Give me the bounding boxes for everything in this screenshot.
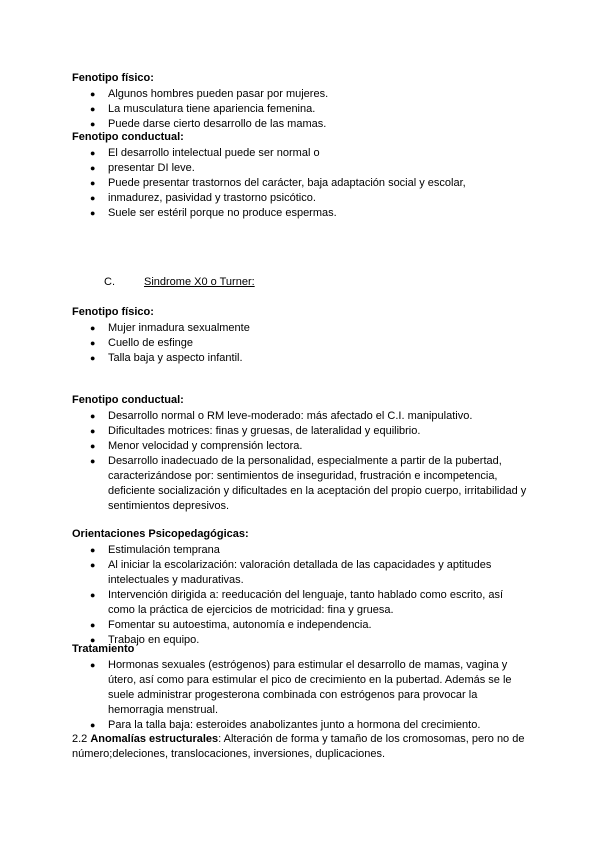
list-item: ● Puede darse cierto desarrollo de las mamas. (90, 118, 327, 130)
bullet-icon: ● (90, 560, 96, 570)
turner-fenotipo-fisico-list (0, 321, 600, 366)
bullet-icon: ● (90, 208, 96, 218)
list-item: ● El desarrollo intelectual puede ser normal o (90, 147, 320, 159)
bullet-icon: ● (90, 635, 96, 645)
list-item: ● Trabajo en equipo. (90, 634, 200, 646)
section-2-2 (72, 732, 532, 762)
fenotipo-fisico-list (0, 87, 600, 132)
list-item: ● Puede presentar trastornos del carácter, baja adaptación social y escolar, (90, 177, 466, 189)
list-item: ● Hormonas sexuales (estrógenos) para estimular el desarrollo de mamas, vagina y útero, así como para estimular el pico de crecimiento en la pubertad. Además se le suele administrar progesterona combinada con estrógenos para provocar la hemorragia menstrual. (90, 659, 512, 716)
fenotipo-fisico-heading: Fenotipo físico: (72, 72, 154, 84)
list-item: ● Mujer inmadura sexualmente (90, 322, 250, 334)
bullet-icon: ● (90, 119, 96, 129)
orientaciones-list (0, 543, 600, 648)
list-item: ● Fomentar su autoestima, autonomía e independencia. (90, 619, 372, 631)
list-item: ● Para la talla baja: esteroides anabolizantes junto a hormona del crecimiento. (90, 719, 481, 731)
orientaciones-heading: Orientaciones Psicopedagógicas: (72, 528, 249, 540)
bullet-icon: ● (90, 426, 96, 436)
section-number: 2.2 (72, 733, 88, 745)
bullet-icon: ● (90, 193, 96, 203)
bullet-icon: ● (90, 353, 96, 363)
bullet-icon: ● (90, 545, 96, 555)
bullet-icon: ● (90, 411, 96, 421)
bullet-icon: ● (90, 178, 96, 188)
bullet-icon: ● (90, 590, 96, 600)
bullet-icon: ● (90, 89, 96, 99)
list-item: ● Dificultades motrices: finas y gruesas, de lateralidad y equilibrio. (90, 425, 421, 437)
section-letter: C. (104, 276, 115, 288)
section-text: : Alteración de forma y tamaño de los cromosomas, pero no de número;deleciones, translocaciones, inversiones, duplicaciones. (72, 733, 525, 760)
section-bold-title: Anomalías estructurales (90, 733, 219, 745)
bullet-icon: ● (90, 323, 96, 333)
list-item: ● Desarrollo inadecuado de la personalidad, especialmente a partir de la pubertad, caracterizándose por: sentimientos de inseguridad, frustración e incompetencia, deficiente socialización y dificultades en la aceptación del propio cuerpo, irritabilidad y sentimientos depresivos. (90, 455, 527, 512)
turner-fenotipo-conductual-heading: Fenotipo conductual: (72, 394, 184, 406)
list-item: ● inmadurez, pasividad y trastorno psicótico. (90, 192, 316, 204)
turner-fenotipo-conductual-list (0, 409, 600, 514)
bullet-icon: ● (90, 441, 96, 451)
list-item: ● Algunos hombres pueden pasar por mujeres. (90, 88, 329, 100)
bullet-icon: ● (90, 660, 96, 670)
tratamiento-list (0, 658, 600, 733)
list-item: ● Desarrollo normal o RM leve-moderado: más afectado el C.I. manipulativo. (90, 410, 473, 422)
fenotipo-conductual-heading: Fenotipo conductual: (72, 131, 184, 143)
tratamiento-heading: Tratamiento (72, 643, 135, 655)
list-item: ● Talla baja y aspecto infantil. (90, 352, 243, 364)
section-title: Sindrome X0 o Turner: (144, 276, 255, 288)
bullet-icon: ● (90, 456, 96, 466)
bullet-icon: ● (90, 148, 96, 158)
list-item: ● Suele ser estéril porque no produce espermas. (90, 207, 337, 219)
list-item: ● presentar DI leve. (90, 162, 195, 174)
bullet-icon: ● (90, 720, 96, 730)
bullet-icon: ● (90, 104, 96, 114)
list-item: ● Estimulación temprana (90, 544, 220, 556)
list-item: ● La musculatura tiene apariencia femenina. (90, 103, 316, 115)
list-item: ● Intervención dirigida a: reeducación del lenguaje, tanto hablado como escrito, así como la práctica de ejercicios de motricidad: fina y gruesa. (90, 589, 504, 616)
bullet-icon: ● (90, 163, 96, 173)
list-item: ● Menor velocidad y comprensión lectora. (90, 440, 303, 452)
turner-fenotipo-fisico-heading: Fenotipo físico: (72, 306, 154, 318)
bullet-icon: ● (90, 620, 96, 630)
list-item: ● Al iniciar la escolarización: valoración detallada de las capacidades y aptitudes intelectuales y madurativas. (90, 559, 492, 586)
fenotipo-conductual-list (0, 146, 600, 221)
list-item: ● Cuello de esfinge (90, 337, 194, 349)
bullet-icon: ● (90, 338, 96, 348)
